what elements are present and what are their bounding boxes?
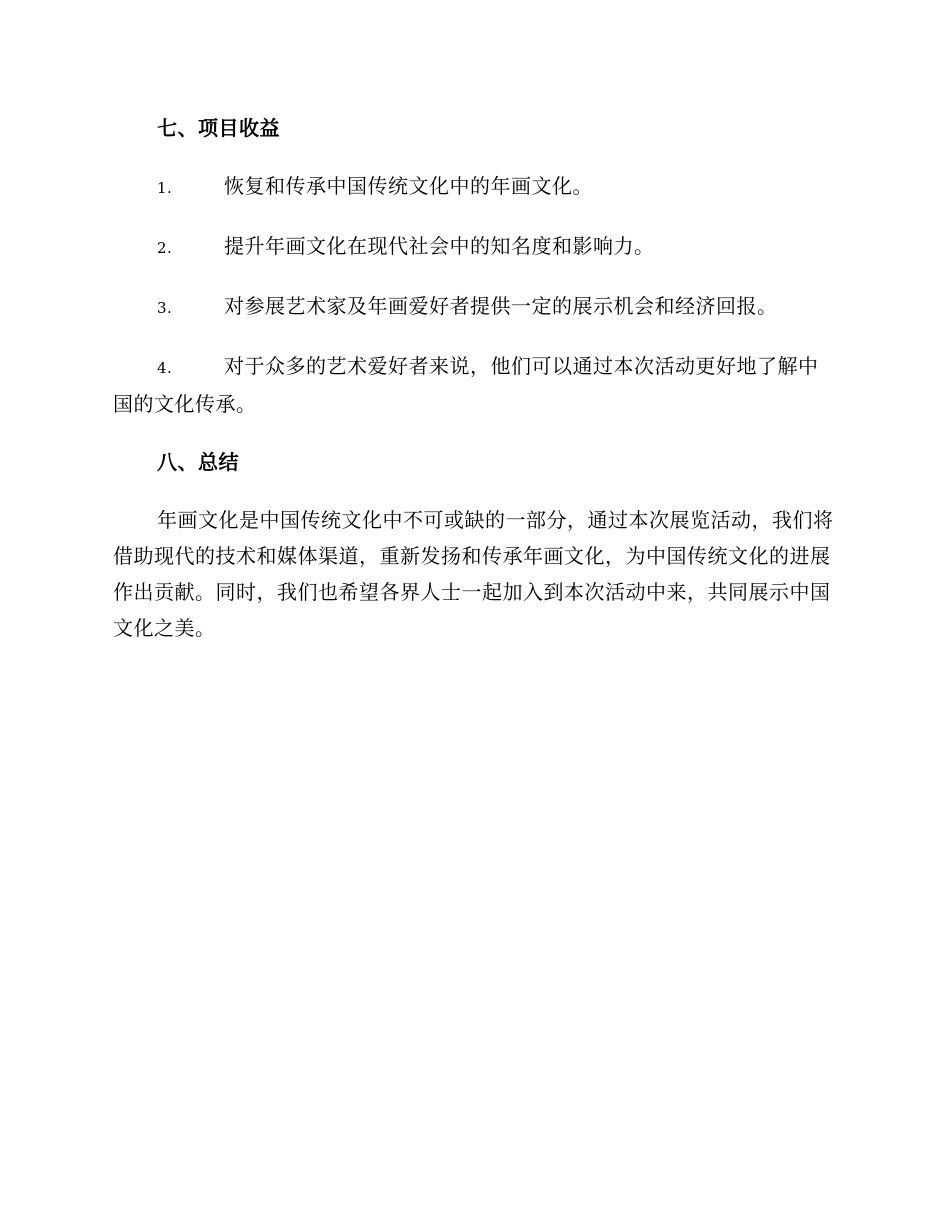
list-item (113, 348, 835, 422)
list-item-number: 3. (157, 299, 173, 317)
list-item-number: 2. (157, 239, 173, 257)
list-item-number: 4. (157, 359, 173, 377)
list-item-number: 1. (157, 179, 173, 197)
document-content (113, 110, 835, 646)
list-item-text: 提升年画文化在现代社会中的知名度和影响力。 (224, 234, 655, 258)
list-item (113, 288, 835, 326)
section-heading-summary: 八、总结 (157, 450, 239, 474)
section-heading-project-benefits: 七、项目收益 (157, 116, 280, 140)
list-item (113, 228, 835, 266)
summary-paragraph: 年画文化是中国传统文化中不可或缺的一部分，通过本次展览活动，我们将借助现代的技术和媒体渠道，重新发扬和传承年画文化，为中国传统文化的进展作出贡献。同时，我们也希望各界人士一起加入到本次活动中来，共同展示中国文化之美。 (113, 508, 834, 640)
list-item (113, 168, 835, 206)
benefits-list (113, 168, 835, 422)
list-item-text: 对参展艺术家及年画爱好者提供一定的展示机会和经济回报。 (224, 294, 778, 318)
list-item-text: 恢复和传承中国传统文化中的年画文化。 (224, 174, 593, 198)
list-item-text: 对于众多的艺术爱好者来说，他们可以通过本次活动更好地了解中国的文化传承。 (113, 354, 819, 416)
